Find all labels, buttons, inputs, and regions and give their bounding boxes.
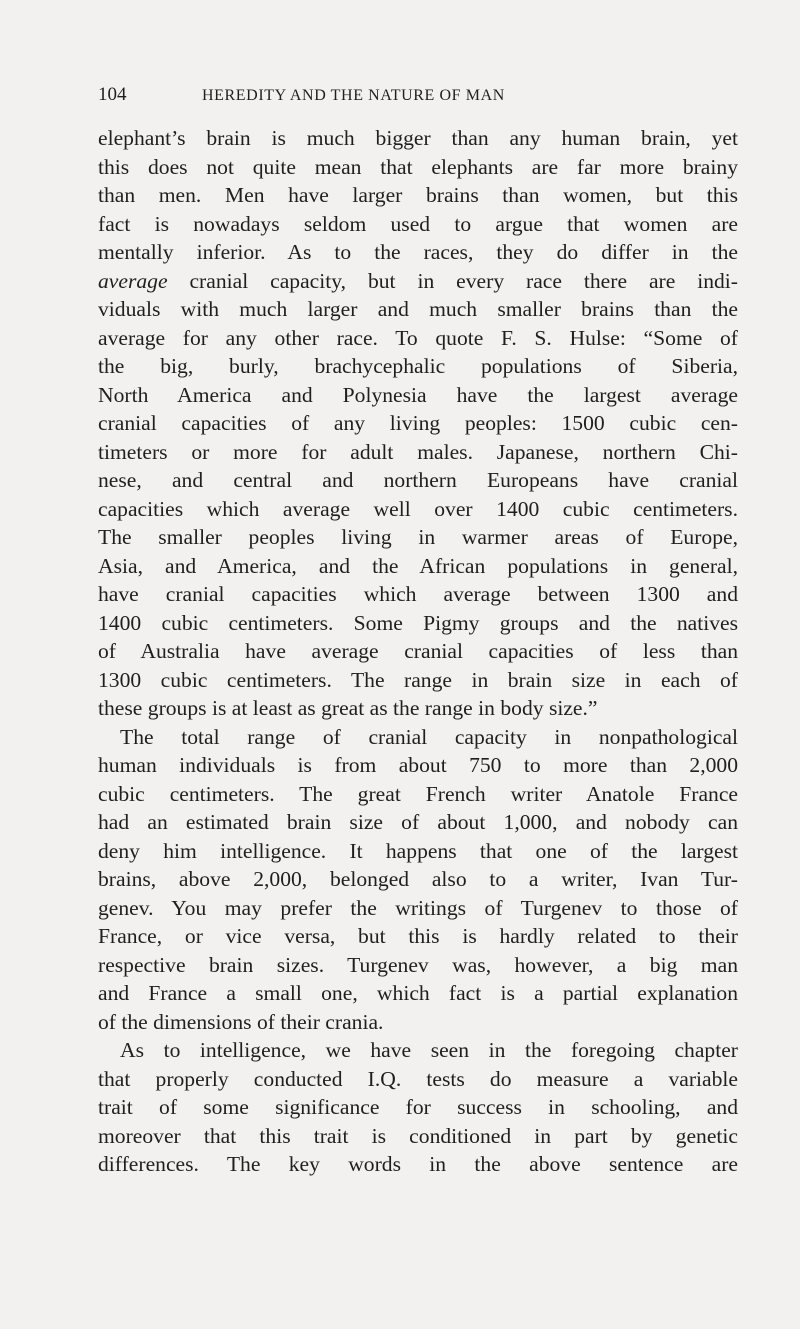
- text-line: [98, 922, 738, 951]
- line-text: differences. The key words in the above sentence are: [98, 1152, 738, 1176]
- line-text: North America and Polynesia have the largest average: [98, 382, 738, 407]
- line-text: have cranial capacities which average between 1300 and: [98, 582, 738, 606]
- running-title: HEREDITY AND THE NATURE OF MAN: [202, 87, 505, 104]
- text-line: [98, 381, 738, 410]
- line-text: cranial capacities of any living peoples: 1500 cubic cen-: [98, 411, 738, 435]
- running-head: [98, 84, 738, 120]
- text-line: [98, 238, 738, 267]
- book-page: [98, 84, 738, 1179]
- text-line: [98, 409, 738, 438]
- text-line: [98, 495, 738, 524]
- text-line: [98, 979, 738, 1008]
- italic-text: average: [98, 268, 168, 293]
- text-line: [98, 267, 738, 296]
- text-line: [98, 1036, 738, 1065]
- line-text: respective brain sizes. Turgenev was, however, a big man: [98, 952, 738, 977]
- text-line: [98, 780, 738, 809]
- line-text: trait of some significance for success in schooling, and: [98, 1095, 738, 1119]
- line-text: that properly conducted I.Q. tests do measure a variable: [98, 1066, 738, 1091]
- text-line: [98, 210, 738, 239]
- text-line: [98, 580, 738, 609]
- text-line: [98, 1150, 738, 1179]
- line-text: the big, burly, brachycephalic populations of Siberia,: [98, 354, 738, 378]
- line-text: than men. Men have larger brains than women, but this: [98, 183, 738, 207]
- text-line: [98, 808, 738, 837]
- line-text: genev. You may prefer the writings of Turgenev to those of: [98, 895, 738, 920]
- line-text: France, or vice versa, but this is hardly related to their: [98, 924, 738, 948]
- line-text: elephant’s brain is much bigger than any human brain, yet: [98, 126, 738, 150]
- text-line: [98, 751, 738, 780]
- text-line: [98, 352, 738, 381]
- line-text: The total range of cranial capacity in nonpathological: [120, 724, 738, 749]
- line-text: had an estimated brain size of about 1,000, and nobody can: [98, 810, 738, 834]
- line-text: The smaller peoples living in warmer areas of Europe,: [98, 525, 738, 549]
- line-text: fact is nowadays seldom used to argue that women are: [98, 211, 738, 236]
- text-line: [98, 181, 738, 210]
- body-text: [98, 124, 738, 1179]
- line-text: viduals with much larger and much smaller brains than the: [98, 297, 738, 321]
- line-text: capacities which average well over 1400 cubic centimeters.: [98, 496, 738, 521]
- text-line: [98, 153, 738, 182]
- line-text: average for any other race. To quote F. S. Hulse: “Some of: [98, 325, 738, 350]
- text-line: [98, 951, 738, 980]
- text-line: [98, 609, 738, 638]
- line-text: nese, and central and northern Europeans have cranial: [98, 468, 738, 492]
- text-line: [98, 894, 738, 923]
- text-line: [98, 694, 738, 723]
- line-text: timeters or more for adult males. Japanese, northern Chi-: [98, 439, 738, 464]
- line-text: 1300 cubic centimeters. The range in brain size in each of: [98, 667, 738, 692]
- line-text: 1400 cubic centimeters. Some Pigmy groups and the natives: [98, 610, 738, 635]
- line-text: human individuals is from about 750 to more than 2,000: [98, 753, 738, 777]
- text-line: [98, 1093, 738, 1122]
- page-number: 104: [98, 84, 127, 105]
- text-line: [98, 466, 738, 495]
- text-line: [98, 666, 738, 695]
- text-line: [98, 1122, 738, 1151]
- text-line: [98, 552, 738, 581]
- text-line: [98, 637, 738, 666]
- line-text: deny him intelligence. It happens that one of the largest: [98, 838, 738, 863]
- line-text: cranial capacity, but in every race there are indi-: [167, 268, 738, 293]
- line-text: this does not quite mean that elephants are far more brainy: [98, 154, 738, 179]
- line-text: moreover that this trait is conditioned in part by genetic: [98, 1123, 738, 1148]
- line-text: mentally inferior. As to the races, they do differ in the: [98, 240, 738, 264]
- text-line: [98, 1065, 738, 1094]
- line-text: and France a small one, which fact is a partial explanation: [98, 981, 738, 1005]
- text-line: [98, 295, 738, 324]
- line-text: of Australia have average cranial capacities of less than: [98, 639, 738, 663]
- line-text: cubic centimeters. The great French writer Anatole France: [98, 781, 738, 806]
- text-line: [98, 124, 738, 153]
- text-line: [98, 523, 738, 552]
- line-text: Asia, and America, and the African populations in general,: [98, 553, 738, 578]
- text-line: [98, 865, 738, 894]
- text-line: [98, 837, 738, 866]
- text-line: [98, 324, 738, 353]
- line-text: these groups is at least as great as the range in body size.”: [98, 696, 598, 720]
- line-text: As to intelligence, we have seen in the foregoing chapter: [120, 1038, 738, 1062]
- text-line: [98, 438, 738, 467]
- text-line: [98, 723, 738, 752]
- text-line: [98, 1008, 738, 1037]
- line-text: brains, above 2,000, belonged also to a writer, Ivan Tur-: [98, 867, 738, 891]
- line-text: of the dimensions of their crania.: [98, 1009, 384, 1034]
